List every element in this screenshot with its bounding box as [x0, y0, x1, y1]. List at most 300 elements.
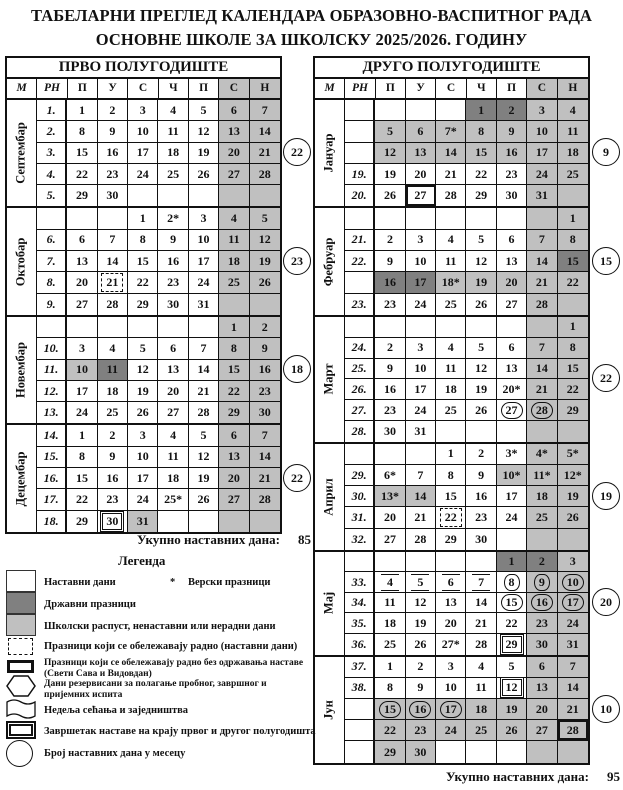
day-cell: [158, 511, 188, 532]
day-cell: 5: [406, 572, 436, 592]
day-cell: 3: [128, 425, 158, 445]
day-cell: 24: [558, 613, 588, 633]
week-number: 32.: [345, 529, 375, 550]
column-header: П: [497, 79, 527, 98]
day-cell: 6: [527, 657, 557, 677]
second-semester-table: [313, 56, 590, 765]
column-header: С: [527, 79, 557, 98]
day-cell: [375, 208, 405, 228]
day-cell: 21: [527, 272, 557, 292]
week-number: 12.: [37, 381, 67, 401]
week-number: 14.: [37, 425, 67, 445]
month-name: Јануар: [315, 100, 345, 206]
month-block: [315, 317, 588, 444]
day-cell: [527, 317, 557, 337]
day-cell: 12: [466, 251, 496, 271]
day-cell: 20: [436, 613, 466, 633]
week-row: [37, 468, 280, 489]
double-box-icon: [6, 721, 36, 739]
week-number: 5.: [37, 185, 67, 206]
week-number: 36.: [345, 634, 375, 655]
day-cell: 5: [375, 121, 405, 141]
day-cell: 14: [98, 251, 128, 271]
column-headers: [7, 79, 280, 100]
day-cell: 29: [128, 294, 158, 315]
day-cell: [98, 317, 128, 337]
day-cell: 3: [406, 338, 436, 358]
week-number: 15.: [37, 447, 67, 467]
day-cell: 25: [158, 164, 188, 184]
day-cell: 21: [250, 468, 280, 488]
week-number: 2.: [37, 121, 67, 141]
day-cell: 9: [375, 251, 405, 271]
day-cell: 12: [128, 360, 158, 380]
day-cell: [375, 317, 405, 337]
month-name: Јун: [315, 657, 345, 763]
day-cell: 8: [466, 121, 496, 141]
week-number: 1.: [37, 100, 67, 120]
day-cell: [158, 317, 188, 337]
day-cell: [67, 208, 97, 228]
page-title-line1: ТАБЕЛАРНИ ПРЕГЛЕД КАЛЕНДАРА ОБРАЗОВНО-ВАСПИТНОГ РАДА: [30, 6, 593, 25]
day-cell: 1: [436, 444, 466, 464]
day-cell: [527, 529, 557, 550]
month-block: [7, 317, 280, 425]
day-cell: 14: [466, 593, 496, 613]
day-cell: 9: [98, 447, 128, 467]
week-row: [345, 338, 588, 359]
month-name: Фебруар: [315, 208, 345, 314]
month-day-count-circle: 23: [283, 247, 311, 275]
column-header: РН: [345, 79, 375, 98]
day-cell: 29: [67, 185, 97, 206]
week-row: [345, 657, 588, 678]
day-cell: 17: [497, 486, 527, 506]
week-row: [345, 552, 588, 573]
day-cell: 26: [189, 164, 219, 184]
day-cell: 16: [375, 379, 405, 399]
day-cell: 18: [158, 468, 188, 488]
week-row: [37, 272, 280, 293]
month-name: Децембар: [7, 425, 37, 531]
day-cell: [158, 185, 188, 206]
day-cell: 16: [375, 272, 405, 292]
day-cell: 6: [158, 338, 188, 358]
day-cell: 3: [558, 552, 588, 572]
total-label: Укупно наставних дана:: [137, 532, 280, 547]
day-cell: 13: [219, 447, 249, 467]
week-row: [345, 720, 588, 741]
first-semester-table: [5, 56, 282, 534]
day-cell: 12: [189, 447, 219, 467]
month-block: [315, 100, 588, 208]
day-cell: 28: [527, 400, 557, 420]
day-cell: 17: [67, 381, 97, 401]
week-row: [345, 593, 588, 614]
day-cell: 9: [250, 338, 280, 358]
day-cell: 5*: [558, 444, 588, 464]
day-cell: 22: [558, 379, 588, 399]
day-cell: 15: [558, 251, 588, 271]
day-cell: [497, 529, 527, 550]
day-cell: 10: [128, 121, 158, 141]
day-cell: 26: [406, 634, 436, 655]
day-cell: 8: [558, 338, 588, 358]
day-cell: 13: [497, 251, 527, 271]
day-cell: 26: [375, 185, 405, 206]
day-cell: 8: [436, 465, 466, 485]
day-cell: 27: [158, 402, 188, 423]
day-cell: 25: [436, 400, 466, 420]
day-cell: 16: [466, 486, 496, 506]
column-header: У: [98, 79, 128, 98]
day-cell: [558, 421, 588, 442]
week-number: [345, 121, 375, 141]
week-number: 38.: [345, 678, 375, 698]
week-number: [37, 317, 67, 337]
day-cell: 20: [219, 468, 249, 488]
day-cell: 9: [375, 359, 405, 379]
day-cell: 11: [219, 230, 249, 250]
month-block: [315, 552, 588, 657]
week-number: [345, 444, 375, 464]
week-number: [345, 143, 375, 163]
day-cell: 2: [527, 552, 557, 572]
month-day-count-circle: 19: [592, 482, 620, 510]
day-cell: 15: [67, 143, 97, 163]
day-cell: 16: [497, 143, 527, 163]
day-cell: 26: [466, 294, 496, 315]
day-cell: 9: [98, 121, 128, 141]
day-cell: [406, 100, 436, 120]
day-cell: 22: [128, 272, 158, 292]
day-cell: 14: [250, 447, 280, 467]
day-cell: 29: [375, 741, 405, 762]
day-cell: 17: [436, 699, 466, 719]
semester-title: ДРУГО ПОЛУГОДИШТЕ: [315, 58, 588, 79]
day-cell: 21: [189, 381, 219, 401]
day-cell: 25: [98, 402, 128, 423]
day-cell: 2: [98, 100, 128, 120]
week-row: [345, 444, 588, 465]
thick-box-icon: [7, 660, 34, 673]
first-semester-total: [137, 532, 311, 548]
day-cell: 5: [189, 100, 219, 120]
month-block: [315, 657, 588, 763]
legend-semester-end: Завршетак наставе на крају првог и другог полугодишта: [44, 726, 316, 737]
day-cell: 15: [497, 593, 527, 613]
circle-icon: [6, 740, 33, 767]
week-row: [37, 489, 280, 510]
day-cell: 16: [250, 360, 280, 380]
day-cell: 11: [158, 447, 188, 467]
week-row: [37, 402, 280, 423]
day-cell: 21: [436, 164, 466, 184]
day-cell: 25: [527, 507, 557, 527]
column-header: П: [68, 79, 98, 98]
day-cell: 19: [497, 699, 527, 719]
day-cell: 22: [67, 489, 97, 509]
column-header: РН: [37, 79, 67, 98]
day-cell: 21: [98, 272, 128, 292]
month-day-count-circle: 15: [592, 247, 620, 275]
day-cell: 31: [406, 421, 436, 442]
day-cell: 3: [189, 208, 219, 228]
day-cell: [406, 552, 436, 572]
day-cell: [375, 444, 405, 464]
day-cell: 18*: [436, 272, 466, 292]
day-cell: 3: [67, 338, 97, 358]
day-cell: 4*: [527, 444, 557, 464]
day-cell: 15: [375, 699, 405, 719]
week-row: [345, 741, 588, 762]
week-row: [345, 400, 588, 421]
day-cell: 23: [466, 507, 496, 527]
column-header: П: [376, 79, 406, 98]
light-grey-box-icon: [6, 614, 36, 636]
second-semester-total: [446, 769, 620, 785]
day-cell: 8: [558, 230, 588, 250]
day-cell: 10: [436, 678, 466, 698]
day-cell: 11: [98, 360, 128, 380]
day-cell: 15: [128, 251, 158, 271]
week-row: [345, 678, 588, 699]
legend-school-break: Школски распуст, ненаставни или нерадни дани: [44, 621, 276, 632]
day-cell: 19: [250, 251, 280, 271]
day-cell: 22: [497, 613, 527, 633]
day-cell: 9: [466, 465, 496, 485]
day-cell: 5: [189, 425, 219, 445]
month-block: [7, 425, 280, 531]
day-cell: 23: [406, 720, 436, 740]
week-row: [345, 529, 588, 550]
day-cell: 17: [406, 379, 436, 399]
week-row: [37, 121, 280, 142]
week-number: 4.: [37, 164, 67, 184]
day-cell: 17: [406, 272, 436, 292]
day-cell: 23: [98, 164, 128, 184]
day-cell: 19: [189, 468, 219, 488]
week-number: 26.: [345, 379, 375, 399]
day-cell: 17: [128, 468, 158, 488]
day-cell: [497, 741, 527, 762]
week-row: [37, 294, 280, 315]
day-cell: 25*: [158, 489, 188, 509]
week-row: [345, 699, 588, 720]
day-cell: 26: [497, 720, 527, 740]
day-cell: 2: [466, 444, 496, 464]
week-row: [345, 100, 588, 121]
month-day-count-circle: 10: [592, 695, 620, 723]
day-cell: 2: [98, 425, 128, 445]
day-cell: 20: [497, 272, 527, 292]
day-cell: 29: [436, 529, 466, 550]
day-cell: [189, 317, 219, 337]
day-cell: 3: [527, 100, 557, 120]
day-cell: 15: [436, 486, 466, 506]
day-cell: 7: [466, 572, 496, 592]
day-cell: 8: [67, 121, 97, 141]
day-cell: [250, 185, 280, 206]
column-headers: [315, 79, 588, 100]
week-row: [345, 230, 588, 251]
day-cell: 14: [436, 143, 466, 163]
day-cell: 23: [98, 489, 128, 509]
day-cell: [219, 511, 249, 532]
day-cell: 11: [466, 678, 496, 698]
day-cell: 25: [219, 272, 249, 292]
week-number: 24.: [345, 338, 375, 358]
day-cell: 24: [406, 294, 436, 315]
day-cell: [466, 552, 496, 572]
day-cell: 20: [219, 143, 249, 163]
day-cell: 12: [250, 230, 280, 250]
total-label: Укупно наставних дана:: [446, 769, 589, 784]
month-name: Октобар: [7, 208, 37, 314]
day-cell: 20: [527, 699, 557, 719]
week-row: [37, 100, 280, 121]
week-number: 22.: [345, 251, 375, 271]
day-cell: 15: [558, 359, 588, 379]
week-row: [345, 572, 588, 593]
week-row: [37, 425, 280, 446]
day-cell: [219, 294, 249, 315]
day-cell: 6: [406, 121, 436, 141]
day-cell: 10: [67, 360, 97, 380]
column-header: С: [436, 79, 466, 98]
week-row: [37, 317, 280, 338]
day-cell: [466, 741, 496, 762]
day-cell: 2: [497, 100, 527, 120]
day-cell: 12: [375, 143, 405, 163]
week-number: [37, 208, 67, 228]
day-cell: 17: [527, 143, 557, 163]
day-cell: [558, 741, 588, 762]
day-cell: [466, 208, 496, 228]
wave-icon: [6, 698, 36, 720]
day-cell: 24: [527, 164, 557, 184]
legend-teaching-day-count: Број наставних дана у месецу: [44, 748, 186, 759]
legend-remembrance-week: Недеља сећања и заједништва: [44, 705, 189, 716]
day-cell: [527, 421, 557, 442]
day-cell: 28: [436, 185, 466, 206]
week-number: 8.: [37, 272, 67, 292]
day-cell: 2*: [158, 208, 188, 228]
day-cell: [189, 511, 219, 532]
week-row: [37, 511, 280, 532]
day-cell: 1: [466, 100, 496, 120]
day-cell: 28: [250, 164, 280, 184]
week-number: 29.: [345, 465, 375, 485]
day-cell: 25: [375, 634, 405, 655]
week-number: 7.: [37, 251, 67, 271]
day-cell: 22: [375, 720, 405, 740]
day-cell: 2: [250, 317, 280, 337]
day-cell: [558, 529, 588, 550]
day-cell: 5: [466, 338, 496, 358]
day-cell: 26: [128, 402, 158, 423]
day-cell: 22: [466, 164, 496, 184]
day-cell: 14: [527, 359, 557, 379]
day-cell: 14: [406, 486, 436, 506]
column-header: Ч: [467, 79, 497, 98]
week-row: [345, 208, 588, 229]
day-cell: 24: [436, 720, 466, 740]
day-cell: 4: [219, 208, 249, 228]
day-cell: [189, 185, 219, 206]
day-cell: 13: [67, 251, 97, 271]
day-cell: 5: [466, 230, 496, 250]
day-cell: 27: [527, 720, 557, 740]
day-cell: 18: [436, 379, 466, 399]
day-cell: [436, 317, 466, 337]
day-cell: 26: [558, 507, 588, 527]
week-number: [345, 741, 375, 762]
day-cell: 10*: [497, 465, 527, 485]
week-number: 13.: [37, 402, 67, 423]
legend-no-teaching-holidays: Празници који се обележавају радно без одржавања наставе (Свети Сава и Видовдан): [44, 658, 304, 679]
day-cell: 31: [558, 634, 588, 655]
day-cell: 16: [98, 468, 128, 488]
day-cell: 12*: [558, 465, 588, 485]
day-cell: 30: [406, 741, 436, 762]
day-cell: 20: [375, 507, 405, 527]
week-number: 35.: [345, 613, 375, 633]
week-number: 33.: [345, 572, 375, 592]
day-cell: 4: [158, 100, 188, 120]
day-cell: 27: [219, 489, 249, 509]
day-cell: 7: [250, 100, 280, 120]
week-number: 11.: [37, 360, 67, 380]
day-cell: 18: [558, 143, 588, 163]
day-cell: 19: [375, 164, 405, 184]
day-cell: [436, 100, 466, 120]
day-cell: 13: [219, 121, 249, 141]
day-cell: 10: [406, 359, 436, 379]
day-cell: 31: [527, 185, 557, 206]
day-cell: 21: [558, 699, 588, 719]
week-number: 30.: [345, 486, 375, 506]
day-cell: 31: [189, 294, 219, 315]
day-cell: 28: [250, 489, 280, 509]
day-cell: 13: [158, 360, 188, 380]
week-number: [345, 272, 375, 292]
month-block: [315, 444, 588, 552]
week-row: [37, 251, 280, 272]
day-cell: 28: [98, 294, 128, 315]
week-row: [345, 359, 588, 380]
week-row: [345, 294, 588, 315]
week-number: [345, 317, 375, 337]
day-cell: 13: [497, 359, 527, 379]
week-row: [345, 121, 588, 142]
day-cell: 20: [406, 164, 436, 184]
day-cell: 18: [158, 143, 188, 163]
week-number: 37.: [345, 657, 375, 677]
day-cell: 27: [497, 294, 527, 315]
day-cell: 14: [250, 121, 280, 141]
day-cell: 10: [406, 251, 436, 271]
day-cell: [436, 741, 466, 762]
week-row: [37, 230, 280, 251]
column-header: Ч: [159, 79, 189, 98]
day-cell: [436, 208, 466, 228]
legend-exam-days: Дани резервисани за полагање пробног, завршног и пријемних испита: [44, 679, 267, 700]
week-row: [345, 164, 588, 185]
day-cell: 18: [527, 486, 557, 506]
day-cell: 30: [375, 421, 405, 442]
day-cell: 11: [558, 121, 588, 141]
